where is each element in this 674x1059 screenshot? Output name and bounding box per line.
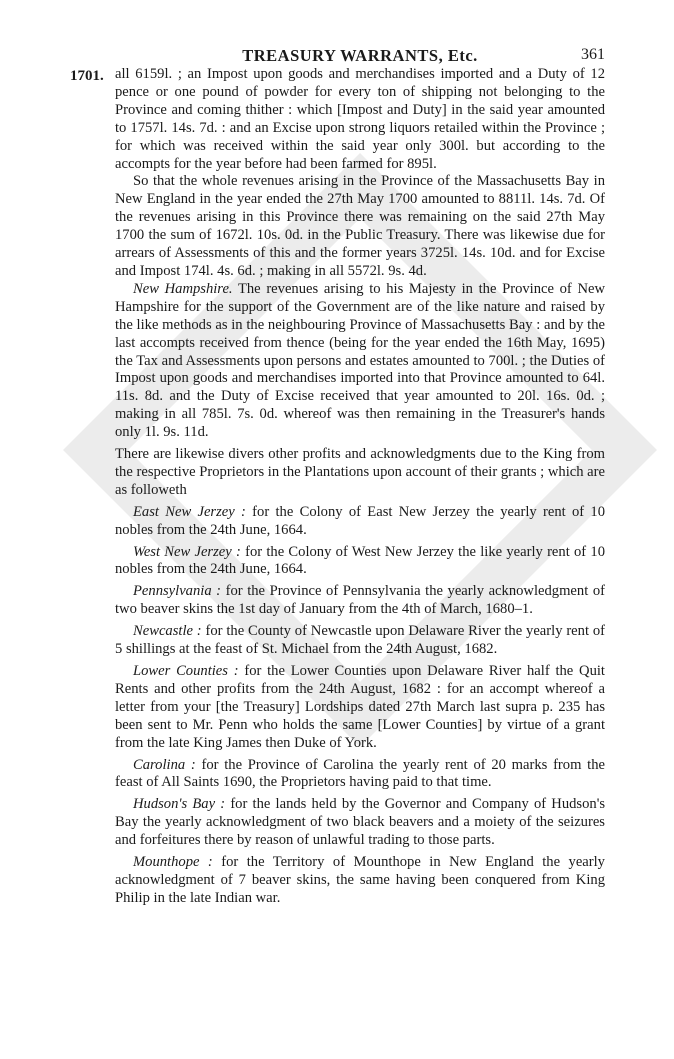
paragraph: So that the whole revenues arising in the Province of the Massachusetts Bay in New England in the year ended the 27th May 1700 amounted to 8811l. 14s. 7d. Of the revenues arising in this Province there was remaining on the said 27th May 1700 the sum of 1672l. 10s. 0d. in the Public Treasury. There was likewise due for arrears of Assessments of this and the former years 3725l. 14s. 10d. and for Excise and Impost 174l. 4s. 6d. ; making in all 5572l. 9s. 4d. <box>115 173 605 279</box>
page-number: 361 <box>581 46 605 63</box>
running-header <box>115 46 605 68</box>
paragraph: West New Jerzey : for the Colony of West New Jerzey the like yearly rent of 10 nobles from the 24th June, 1664. <box>115 543 605 578</box>
paragraph: Hudson's Bay : for the lands held by the Governor and Company of Hudson's Bay the yearly acknowledgment of two black beavers and a moiety of the seizures and forfeitures there by reason of unlawful trading to those parts. <box>115 796 605 849</box>
page-title: TREASURY WARRANTS, Etc. <box>242 46 478 65</box>
paragraph: Newcastle : for the County of Newcastle upon Delaware River the yearly rent of 5 shillings at the feast of St. Michael from the 24th August, 1682. <box>115 623 605 658</box>
body-text <box>115 66 605 908</box>
paragraph: Carolina : for the Province of Carolina the yearly rent of 20 marks from the feast of All Saints 1690, the Proprietors having paid to that time. <box>115 756 605 791</box>
paragraph: all 6159l. ; an Impost upon goods and merchandises imported and a Duty of 12 pence or one pound of powder for every ton of shipping not belonging to the Province and coming thither : which [Impost and Duty] in the said year amounted to 1757l. 14s. 7d. : and an Excise upon strong liquors retailed within the Province ; for which was received within the said year only 300l. but according to the accompts for the year before had been farmed for 895l. <box>115 66 605 172</box>
paragraph: Pennsylvania : for the Province of Pennsylvania the yearly acknowledgment of two beaver skins the 1st day of January from the 4th of March, 1680–1. <box>115 583 605 618</box>
paragraph: East New Jerzey : for the Colony of East New Jerzey the yearly rent of 10 nobles from the 24th June, 1664. <box>115 503 605 538</box>
margin-year: 1701. <box>70 68 104 84</box>
paragraph: New Hampshire. The revenues arising to his Majesty in the Province of New Hampshire for the support of the Government are of the like nature and raised by the like methods as in the neighbouring Province of Massachusetts Bay : and by the last accompts received from thence (being for the year ended the 16th May, 1695) the Tax and Assessments upon persons and estates amounted to 700l. ; the Duties of Impost upon goods and merchandises imported into that Province amounted to 64l. 11s. 8d. and the Duty of Excise received that year amounted to 20l. 16s. 0d. ; making in all 785l. 7s. 0d. whereof was then remaining in the Treasurer's hands only 1l. 9s. 11d. <box>115 280 605 441</box>
paragraph: There are likewise divers other profits and acknowledgments due to the King from the respective Proprietors in the Plantations upon account of their grants ; which are as followeth <box>115 446 605 498</box>
paragraph: Mounthope : for the Territory of Mounthope in New England the yearly acknowledgment of 7 beaver skins, the same having been conquered from King Philip in the late Indian war. <box>115 854 605 906</box>
paragraph: Lower Counties : for the Lower Counties upon Delaware River half the Quit Rents and other profits from the 24th August, 1682 : for an accompt whereof a letter from your [the Treasury] Lordships dated 27th March last supra p. 235 has been sent to Mr. Penn who holds the same [Lower Counties] by virtue of a grant from the late King James then Duke of York. <box>115 663 605 751</box>
